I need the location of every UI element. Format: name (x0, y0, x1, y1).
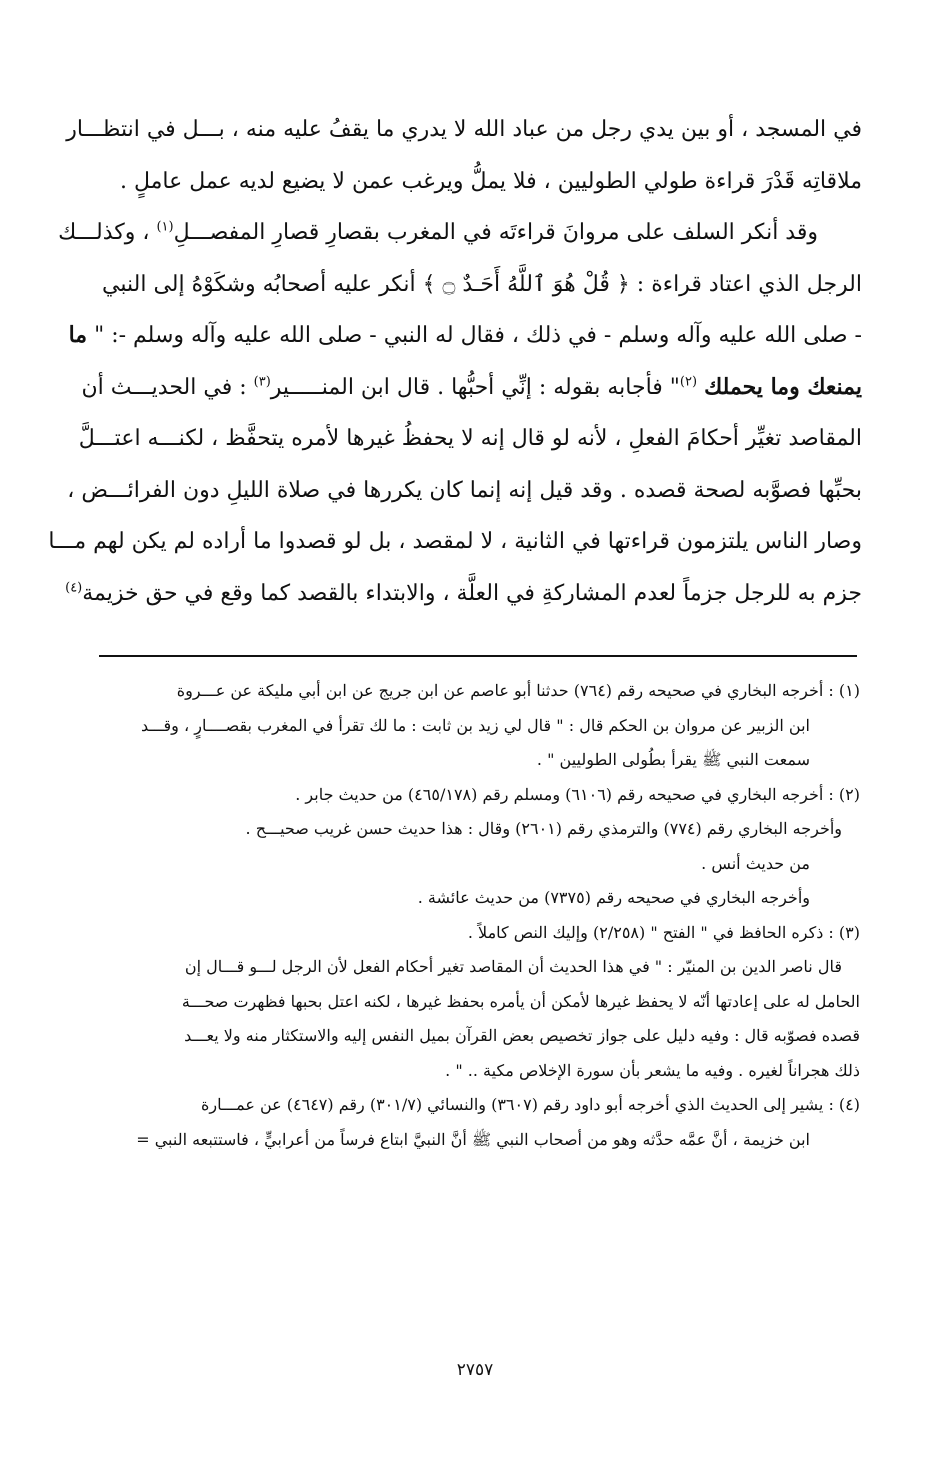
footnote-marker[interactable]: (٢) (679, 374, 698, 390)
footnote-line: قصده فصوّبه قال : وفيه دليل على جواز تخصيص بعض القرآن بميل النفس إليه والاستكثار منه ولا يعـــد (184, 1026, 860, 1045)
footnote-separator (99, 655, 857, 657)
footnote-marker[interactable]: (٤) (65, 580, 83, 596)
main-text-line: - صلى الله عليه وآله وسلم - في ذلك ، فقال له النبي - صلى الله عليه وآله وسلم -: " ما (68, 322, 862, 348)
footnote-line: (١) : أخرجه البخاري في صحيحه رقم (٧٦٤) حدثنا أبو عاصم عن ابن جريج عن ابن أبي مليكة عن عـــروة (176, 681, 860, 700)
footnote-line: (٣) : ذكره الحافظ في " الفتح " (٢/٢٥٨) وإليك النص كاملاً . (467, 922, 860, 942)
main-text-line: وقد أنكر السلف على مروانَ قراءتَه في المغرب بقصارِ قصارِ المفصـــلِ$^{(١)}$ ، وكذلـــك (58, 219, 818, 245)
main-text-line: في المسجد ، أو بين يدي رجل من عباد الله لا يدري ما يقفُ عليه منه ، بـــل في انتظـــار (66, 117, 862, 142)
main-text-line: وصار الناس يلتزمون قراءتها في الثانية ، لا لمقصد ، بل لو قصدوا ما أراده لم يكن لهم مـــا (48, 529, 862, 554)
main-text-line: المقاصد تغيِّر أحكامَ الفعلِ ، لأنه لو قال إنه لا يحفظُ غيرها لأمره يتحفَّظ ، لكنـــه اعتـــلَّ (78, 426, 862, 451)
footnote-line: وأخرجه البخاري في صحيحه رقم (٧٣٧٥) من حديث عائشة . (417, 888, 810, 907)
footnotes-block (72, 674, 860, 1157)
main-text-line: جزم به للرجل جزماً لعدم المشاركةِ في العلَّة ، والابتداء بالقصد كما وقع في حق خزيمة$^{(٤)}$ (65, 580, 862, 606)
page-number: ٢٧٥٧ (456, 1360, 494, 1380)
footnote-line: (٤) : يشير إلى الحديث الذي أخرجه أبو داود رقم (٣٦٠٧) والنسائي (٣٠١/٧) رقم (٤٦٤٧) عن عمـــارة (201, 1095, 860, 1114)
footnote-line: الحامل له على إعادتها أنّه لا يحفظ غيرها لأمكن أن يأمره بحفظ غيرها ، لكنه اعتل بحبها فظهرت صحـــة (181, 991, 860, 1011)
footnote-marker[interactable]: (١) (156, 219, 174, 235)
main-text-line: ملاقاتِه قَدْرَ قراءة طولي الطوليين ، فلا يملُّ ويرغب عمن لا يضيع لديه عمل عاملٍ . (119, 168, 862, 194)
main-text-line: الرجل الذي اعتاد قراءة : ﴿ قُلْ هُوَ ٱللَّهُ أَحَـدٌ ۝ ﴾ أنكر عليه أصحابُه وشكَوْهُ إلى النبي (102, 271, 862, 297)
footnote-line: سمعت النبي ﷺ يقرأ بطُولى الطوليين " . (536, 750, 810, 769)
main-text-block (48, 104, 862, 619)
footnote-line: ابن خزيمة ، أنَّ عمَّه حدَّثه وهو من أصحاب النبي ﷺ أنَّ النبيَّ ابتاع فرساً من أعرابيٍّ ، فاستتبعه النبي = (136, 1129, 810, 1149)
footnote-line: ابن الزبير عن مروان بن الحكم قال : " قال لي زيد بن ثابت : ما لك تقرأ في المغرب بقصــــارٍ ، وقـــد (141, 715, 810, 735)
footnote-line: قال ناصر الدين بن المنيّر : " في هذا الحديث أن المقاصد تغير أحكام الفعل لأن الرجل لـــو قـــال إن (184, 957, 842, 976)
footnote-line: من حديث أنس . (701, 853, 810, 873)
footnote-line: وأخرجه البخاري رقم (٧٧٤) والترمذي رقم (٢٦٠١) وقال : هذا حديث حسن غريب صحيـــح . (245, 819, 842, 838)
main-text-line: بحبِّها فصوَّبه لصحة قصده . وقد قيل إنه إنما كان يكررها في صلاة الليلِ دون الفرائـــض ، (67, 477, 862, 503)
footnote-line: ذلك هجراناً لغيره . وفيه ما يشعر بأن سورة الإخلاص مكية .. " . (445, 1060, 860, 1080)
footnote-line: (٢) : أخرجه البخاري في صحيحه رقم (٦١٠٦) ومسلم رقم (٤٦٥/١٧٨) من حديث جابر . (295, 784, 860, 804)
footnote-marker[interactable]: (٣) (253, 374, 271, 390)
main-text-line: يمنعك وما يحملك $^{(٢)}$" فأجابه بقوله : إنِّي أحبُّها . قال ابن المنـــــير$^{(٣)}$ : في الحديـــث أن (81, 373, 862, 400)
